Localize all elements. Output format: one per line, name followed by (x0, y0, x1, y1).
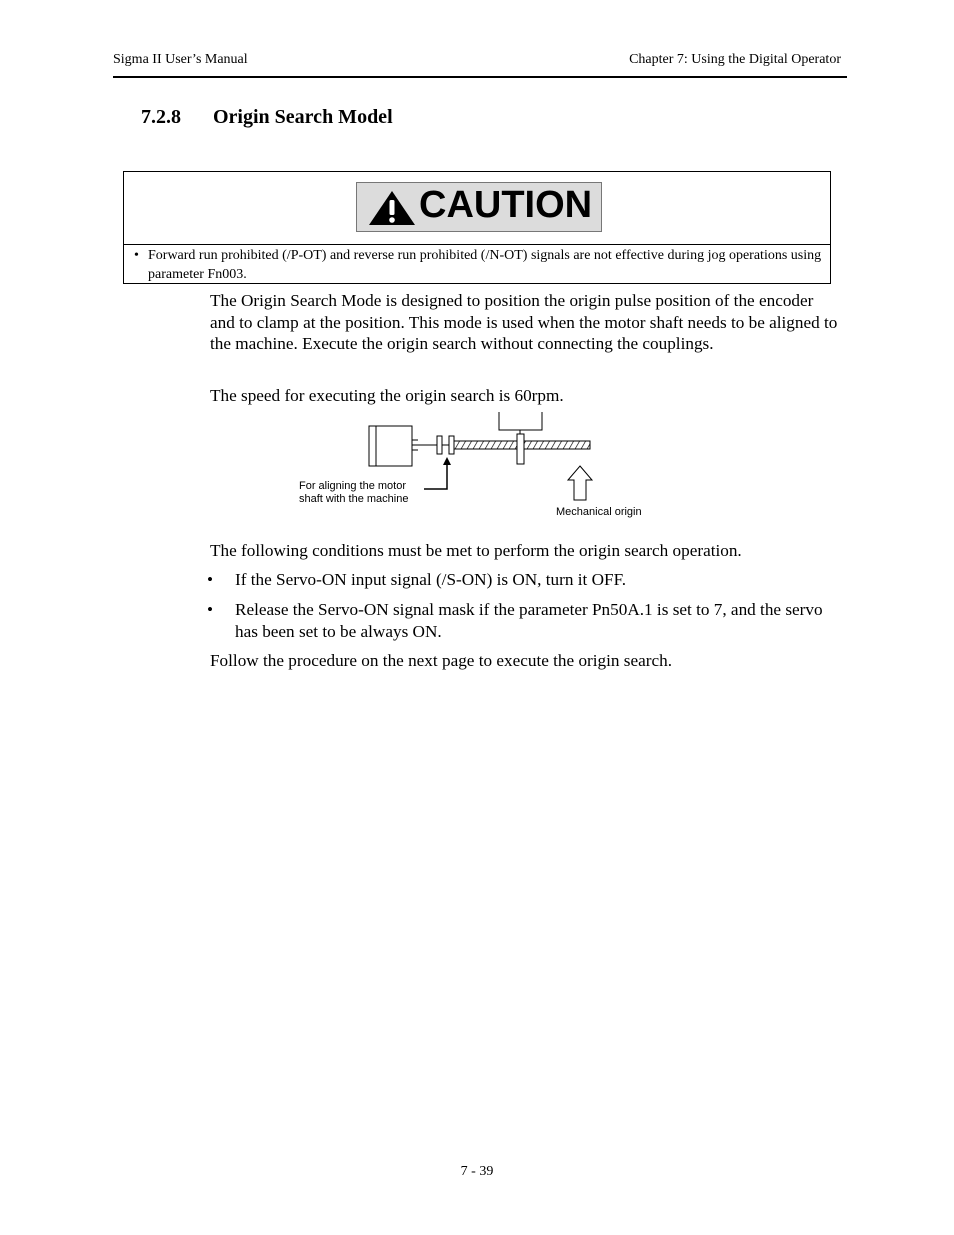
align-label (299, 480, 408, 506)
caution-bullet (134, 246, 824, 284)
bullet-dot: • (207, 570, 214, 589)
condition-bullet-text: If the Servo-ON input signal (/S-ON) is ON, turn it OFF. (235, 570, 627, 589)
align-pointer-line (424, 462, 447, 489)
section-number: 7.2.8 (141, 106, 181, 128)
table-bracket (499, 412, 542, 430)
follow-paragraph: Follow the procedure on the next page to execute the origin search. (210, 651, 672, 670)
speed-paragraph: The speed for executing the origin search is 60rpm. (210, 386, 564, 405)
caution-box (123, 171, 831, 284)
origin-arrow (568, 466, 592, 500)
page-number: 7 - 39 (460, 1164, 494, 1179)
conditions-paragraph: The following conditions must be met to perform the origin search operation. (210, 541, 742, 560)
motor-body (369, 426, 412, 466)
origin-search-diagram (290, 412, 670, 527)
screw-nut (517, 434, 524, 464)
bullet-dot: • (134, 248, 139, 263)
chapter-title: Chapter 7: Using the Digital Operator (629, 52, 841, 67)
caution-header (124, 172, 830, 245)
align-label-line-2: shaft with the machine (299, 493, 409, 505)
coupling-left (437, 436, 442, 454)
caution-label: CAUTION (419, 184, 593, 226)
warning-triangle-icon (367, 189, 417, 227)
coupling-right (449, 436, 454, 454)
mechanical-origin-label: Mechanical origin (556, 506, 642, 518)
intro-paragraph: The Origin Search Mode is designed to position the origin pulse position of the encoder and to clamp at the position. This mode is used when the motor shaft needs to be aligned to the machine. Execute the origin search without connecting the couplings. (210, 291, 838, 353)
align-arrowhead (443, 457, 451, 465)
caution-bullet-text: Forward run prohibited (/P-OT) and reverse run prohibited (/N-OT) signals are not effective during jog operations using parameter Fn003. (148, 248, 822, 282)
section-title: Origin Search Model (213, 106, 393, 128)
caution-badge (356, 182, 602, 232)
manual-title: Sigma II User’s Manual (113, 52, 248, 67)
condition-bullet-text: Release the Servo-ON signal mask if the parameter Pn50A.1 is set to 7, and the servo has been set to be always ON. (235, 600, 823, 641)
section-heading (141, 106, 393, 129)
align-label-line-1: For aligning the motor (299, 480, 406, 492)
condition-bullet-2 (207, 599, 837, 642)
bullet-dot: • (207, 600, 214, 619)
condition-bullet-1 (207, 569, 837, 591)
page-header (113, 52, 847, 78)
